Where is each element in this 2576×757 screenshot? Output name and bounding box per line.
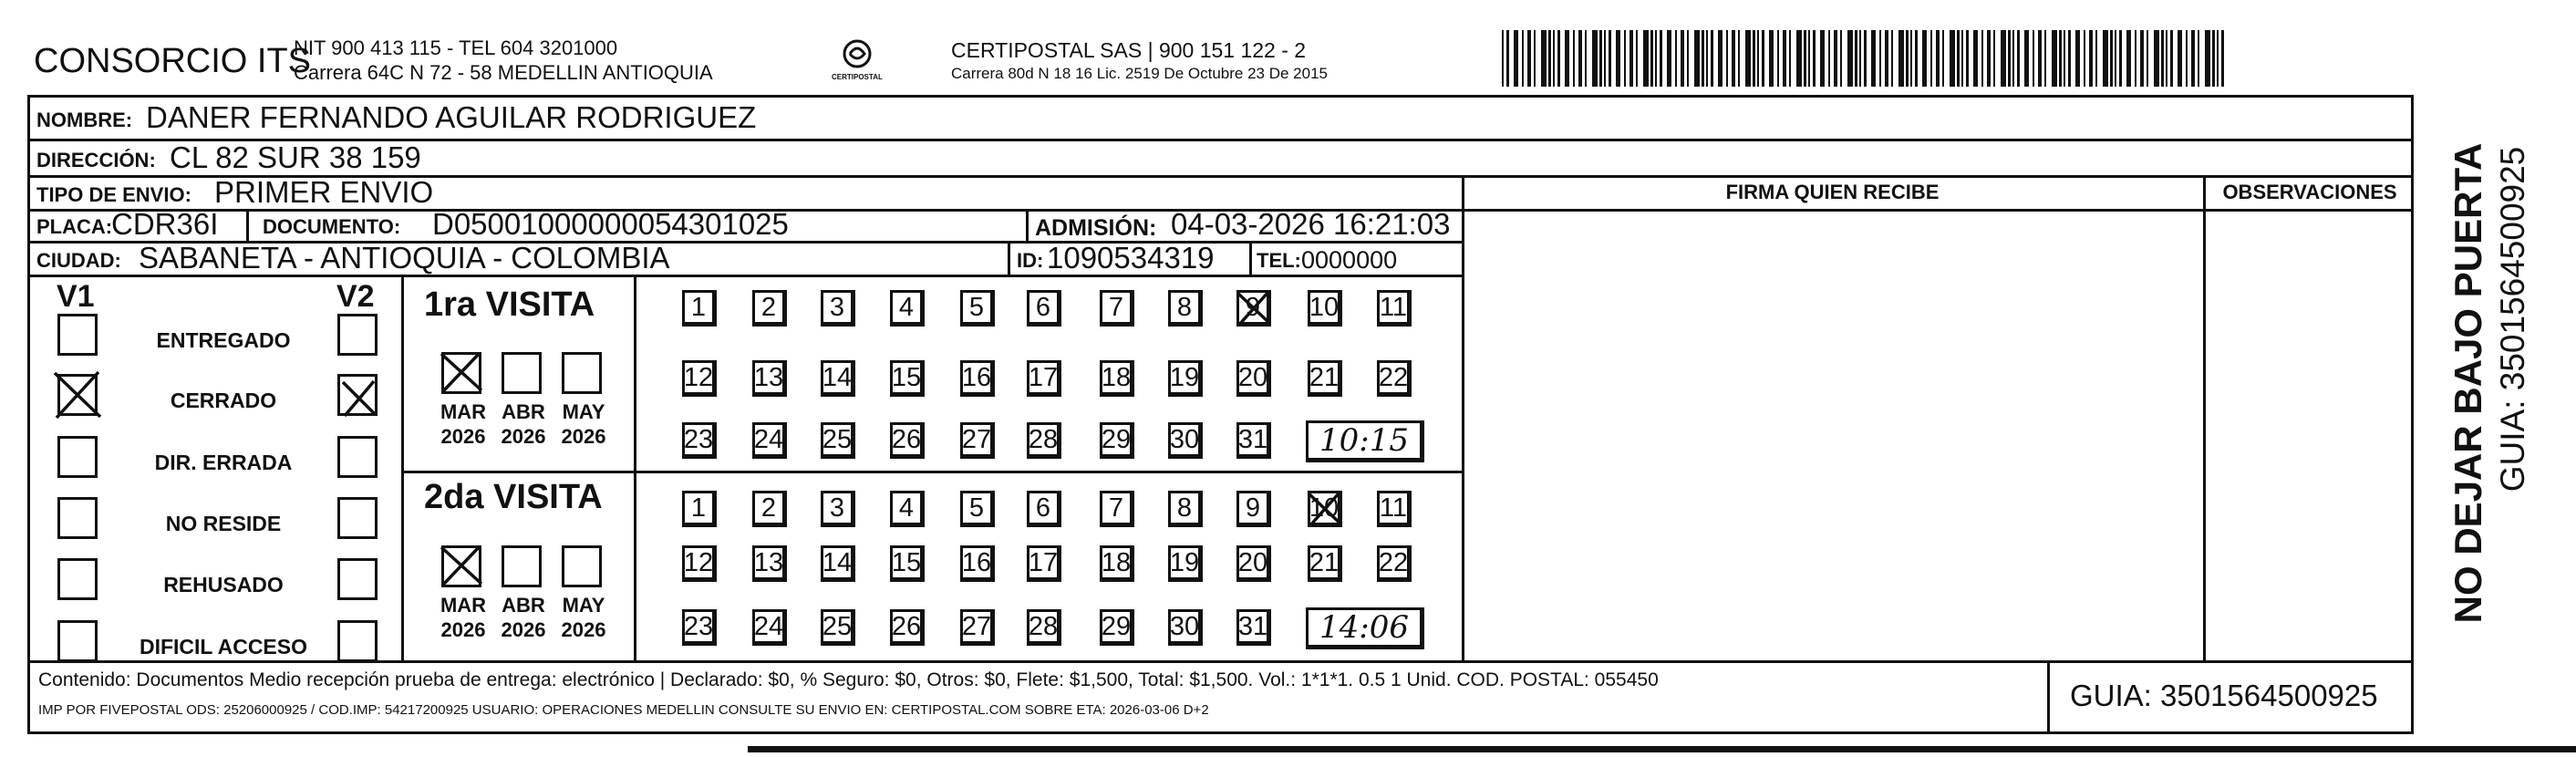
barcode-bar bbox=[2135, 30, 2136, 87]
barcode-bar bbox=[1906, 30, 1909, 87]
first-day-box: 26 bbox=[890, 422, 925, 459]
first-day-box: 5 bbox=[960, 290, 995, 327]
first-month-checkbox bbox=[502, 352, 542, 394]
first-day-box: 3 bbox=[821, 290, 855, 327]
barcode-bar bbox=[2198, 30, 2199, 87]
barcode-bar bbox=[1624, 30, 1626, 87]
barcode-bar bbox=[1706, 30, 1708, 87]
first-day-box: 28 bbox=[1027, 422, 1061, 459]
v1-checkbox bbox=[57, 314, 98, 356]
barcode-bar bbox=[1993, 30, 1995, 87]
barcode-bar bbox=[1718, 30, 1723, 87]
barcode-bar bbox=[1820, 30, 1825, 87]
barcode-bar bbox=[1757, 30, 1759, 87]
barcode-bar bbox=[2212, 30, 2215, 87]
barcode-bar bbox=[1922, 30, 1927, 87]
company-name: CONSORCIO ITS bbox=[34, 42, 312, 80]
first-day-box: 29 bbox=[1100, 422, 1134, 459]
reason-label: REHUSADO bbox=[163, 573, 284, 596]
reason-label: DIFICIL ACCESO bbox=[139, 635, 307, 658]
second-day-box: 5 bbox=[960, 491, 995, 527]
second-handwritten-time: 14:06 bbox=[1306, 607, 1424, 649]
id-value: 1090534319 bbox=[1047, 241, 1215, 275]
barcode-bar bbox=[1732, 30, 1735, 87]
certipostal-line: CERTIPOSTAL SAS | 900 151 122 - 2 bbox=[951, 38, 1307, 62]
barcode-bar bbox=[2075, 30, 2080, 87]
first-day-box: 20 bbox=[1236, 360, 1271, 397]
barcode-bar bbox=[1840, 30, 1842, 87]
barcode-bar bbox=[2170, 30, 2173, 87]
firma-header: FIRMA QUIEN RECIBE bbox=[1725, 181, 1940, 203]
reason-label: DIR. ERRADA bbox=[154, 451, 293, 474]
barcode-bar bbox=[1636, 30, 1638, 87]
barcode-bar bbox=[1942, 30, 1944, 87]
barcode-bar bbox=[2052, 30, 2057, 87]
v2-label: V2 bbox=[336, 279, 375, 314]
tel-value: 0000000 bbox=[1301, 246, 1398, 274]
second-day-box: 18 bbox=[1100, 545, 1134, 582]
barcode-bar bbox=[1599, 30, 1602, 87]
barcode-bar bbox=[1879, 30, 1881, 87]
first-day-box: 22 bbox=[1377, 360, 1412, 397]
first-visit-title: 1ra VISITA bbox=[424, 285, 595, 324]
barcode-bar bbox=[2017, 30, 2020, 87]
barcode-bar bbox=[1769, 30, 1774, 87]
reason-label: ENTREGADO bbox=[156, 328, 291, 352]
bottom-rule bbox=[748, 746, 2576, 752]
barcode-bar bbox=[1804, 30, 1806, 87]
second-day-box: 12 bbox=[682, 545, 717, 582]
barcode-bar bbox=[1629, 30, 1633, 87]
second-day-box: 30 bbox=[1168, 609, 1203, 646]
first-month-label: MAY 2026 bbox=[561, 400, 606, 448]
barcode-bar bbox=[2119, 30, 2122, 87]
barcode-bar bbox=[2110, 30, 2113, 87]
barcode-bar bbox=[1950, 30, 1955, 87]
v1-checkbox bbox=[57, 497, 98, 539]
placa-value: CDR36I bbox=[111, 207, 219, 241]
v1-checkbox bbox=[57, 558, 98, 600]
second-day-box: 24 bbox=[752, 609, 787, 646]
barcode-bar bbox=[2064, 30, 2065, 87]
second-day-box: 23 bbox=[682, 609, 717, 646]
certipostal-address: Carrera 80d N 18 16 Lic. 2519 De Octubre 23 De 2015 bbox=[951, 65, 1328, 82]
first-day-box: 14 bbox=[821, 360, 855, 397]
second-day-box: 13 bbox=[752, 545, 787, 582]
first-day-box: 10 bbox=[1308, 290, 1342, 327]
first-day-box: 6 bbox=[1027, 290, 1061, 327]
first-day-box: 21 bbox=[1308, 360, 1342, 397]
barcode-bar bbox=[1855, 30, 1857, 87]
v1-label: V1 bbox=[57, 279, 95, 314]
barcode-bar bbox=[1573, 30, 1575, 87]
second-day-box: 21 bbox=[1308, 545, 1342, 582]
second-month-checkbox bbox=[502, 545, 542, 587]
second-day-box: 29 bbox=[1100, 609, 1134, 646]
barcode-bar bbox=[1675, 30, 1677, 87]
barcode-bar bbox=[1711, 30, 1713, 87]
first-day-cross bbox=[1236, 289, 1272, 327]
barcode-bar bbox=[1660, 30, 1662, 87]
barcode-bar bbox=[1973, 30, 1978, 87]
tipo-envio-value: PRIMER ENVIO bbox=[214, 175, 434, 209]
barcode-bar bbox=[1745, 30, 1751, 87]
first-handwritten-time: 10:15 bbox=[1306, 420, 1424, 462]
first-day-box: 13 bbox=[752, 360, 787, 397]
barcode-bar bbox=[1910, 30, 1912, 87]
second-day-box: 8 bbox=[1168, 491, 1203, 527]
first-day-box: 17 bbox=[1027, 360, 1061, 397]
barcode-bar bbox=[2068, 30, 2071, 87]
barcode-bar bbox=[1650, 30, 1653, 87]
second-month-label: MAR 2026 bbox=[440, 594, 487, 641]
first-month-checkbox bbox=[562, 352, 602, 394]
first-day-box: 27 bbox=[960, 422, 995, 459]
barcode-bar bbox=[1702, 30, 1704, 87]
barcode-bar bbox=[2095, 30, 2097, 87]
barcode-bar bbox=[2115, 30, 2116, 87]
admision-value: 04-03-2026 16:21:03 bbox=[1171, 207, 1451, 241]
second-day-box: 4 bbox=[890, 491, 925, 527]
barcode-bar bbox=[1527, 30, 1531, 87]
first-day-box: 25 bbox=[821, 422, 855, 459]
barcode-bar bbox=[1915, 30, 1918, 87]
barcode-bar bbox=[1834, 30, 1837, 87]
v2-checkbox bbox=[337, 620, 378, 662]
second-day-box: 15 bbox=[890, 545, 925, 582]
barcode-bar bbox=[2089, 30, 2093, 87]
first-day-box: 31 bbox=[1236, 422, 1271, 459]
v2-checkbox bbox=[337, 314, 378, 356]
barcode-bar bbox=[2178, 30, 2182, 87]
second-day-box: 17 bbox=[1027, 545, 1061, 582]
barcode-bar bbox=[1502, 30, 1504, 87]
second-month-checkbox bbox=[562, 545, 602, 587]
barcode-bar bbox=[1864, 30, 1867, 87]
barcode-bar bbox=[1616, 30, 1620, 87]
barcode-bar bbox=[1643, 30, 1649, 87]
v1-checkbox bbox=[57, 620, 98, 662]
barcode-bar bbox=[1777, 30, 1779, 87]
barcode-bar bbox=[1796, 30, 1802, 87]
barcode-bar bbox=[1541, 30, 1547, 87]
barcode-bar bbox=[1957, 30, 1960, 87]
second-day-box: 22 bbox=[1377, 545, 1412, 582]
barcode-bar bbox=[2001, 30, 2006, 87]
first-month-label: ABR 2026 bbox=[501, 400, 546, 448]
barcode-bar bbox=[1961, 30, 1963, 87]
barcode-bar bbox=[1667, 30, 1671, 87]
barcode-bar bbox=[1534, 30, 1536, 87]
second-month-cross bbox=[440, 544, 483, 587]
nit-line: NIT 900 413 115 - TEL 604 3201000 bbox=[294, 36, 618, 59]
side-warning: NO DEJAR BAJO PUERTA bbox=[2447, 142, 2489, 624]
first-day-box: 8 bbox=[1168, 290, 1203, 327]
barcode-bar bbox=[1783, 30, 1786, 87]
first-day-box: 1 bbox=[682, 290, 717, 327]
barcode-bar bbox=[1655, 30, 1657, 87]
barcode-bar bbox=[2038, 30, 2042, 87]
second-day-box: 16 bbox=[960, 545, 995, 582]
barcode-bar bbox=[1553, 30, 1555, 87]
nombre-label: NOMBRE: bbox=[36, 109, 133, 131]
second-day-box: 9 bbox=[1236, 491, 1271, 527]
first-day-box: 15 bbox=[890, 360, 925, 397]
barcode-bar bbox=[2033, 30, 2034, 87]
second-day-box: 1 bbox=[682, 491, 717, 527]
barcode-bar bbox=[1981, 30, 1983, 87]
barcode-bar bbox=[1753, 30, 1755, 87]
second-day-box: 6 bbox=[1027, 491, 1061, 527]
barcode-bar bbox=[2154, 30, 2159, 87]
barcode-bar bbox=[1847, 30, 1853, 87]
v2-checkbox bbox=[337, 497, 378, 539]
barcode-bar bbox=[1548, 30, 1551, 87]
barcode-bar bbox=[1936, 30, 1940, 87]
first-day-box: 2 bbox=[752, 290, 787, 327]
barcode-bar bbox=[1609, 30, 1611, 87]
first-day-box: 9 bbox=[1236, 290, 1271, 327]
barcode-bar bbox=[2217, 30, 2219, 87]
barcode-bar bbox=[1592, 30, 1598, 87]
second-visit-title: 2da VISITA bbox=[424, 478, 603, 516]
v2-checkbox bbox=[337, 558, 378, 600]
barcode-bar bbox=[1898, 30, 1904, 87]
barcode-bar bbox=[1514, 30, 1518, 87]
barcode-bar bbox=[1565, 30, 1569, 87]
v1-cross-mark bbox=[53, 369, 102, 420]
company-address: Carrera 64C N 72 - 58 MEDELLIN ANTIOQUIA bbox=[294, 61, 713, 84]
barcode-bar bbox=[1578, 30, 1582, 87]
first-day-box: 18 bbox=[1100, 360, 1134, 397]
second-day-box: 31 bbox=[1236, 609, 1271, 646]
barcode-bar bbox=[1808, 30, 1810, 87]
first-day-box: 12 bbox=[682, 360, 717, 397]
second-month-label: MAY 2026 bbox=[561, 594, 606, 641]
second-day-box: 2 bbox=[752, 491, 787, 527]
barcode-bar bbox=[2012, 30, 2014, 87]
barcode-bar bbox=[2084, 30, 2085, 87]
barcode bbox=[1498, 30, 2228, 87]
barcode-bar bbox=[1694, 30, 1700, 87]
barcode-bar bbox=[2044, 30, 2046, 87]
barcode-bar bbox=[2147, 30, 2148, 87]
barcode-bar bbox=[1726, 30, 1728, 87]
ciudad-value: SABANETA - ANTIOQUIA - COLOMBIA bbox=[139, 241, 670, 275]
second-month-label: ABR 2026 bbox=[501, 594, 546, 641]
first-day-box: 23 bbox=[682, 422, 717, 459]
reason-label: NO RESIDE bbox=[165, 512, 282, 535]
barcode-bar bbox=[2221, 30, 2224, 87]
documento-value: D05001000000054301025 bbox=[432, 207, 789, 241]
v1-checkbox bbox=[57, 436, 98, 478]
barcode-bar bbox=[1966, 30, 1969, 87]
second-day-box: 28 bbox=[1027, 609, 1061, 646]
barcode-bar bbox=[2024, 30, 2029, 87]
barcode-bar bbox=[1522, 30, 1524, 87]
second-day-box: 25 bbox=[821, 609, 855, 646]
first-day-box: 19 bbox=[1168, 360, 1203, 397]
barcode-bar bbox=[1681, 30, 1684, 87]
barcode-bar bbox=[1871, 30, 1876, 87]
barcode-bar bbox=[1687, 30, 1689, 87]
second-day-box: 20 bbox=[1236, 545, 1271, 582]
barcode-bar bbox=[1585, 30, 1587, 87]
first-month-label: MAR 2026 bbox=[440, 400, 487, 448]
first-month-cross bbox=[440, 350, 483, 394]
observaciones-header: OBSERVACIONES bbox=[2222, 181, 2397, 203]
barcode-bar bbox=[1885, 30, 1888, 87]
v2-checkbox bbox=[337, 436, 378, 478]
second-day-cross bbox=[1307, 490, 1343, 528]
barcode-bar bbox=[2186, 30, 2188, 87]
side-guia: GUIA: 3501564500925 bbox=[2494, 146, 2531, 493]
second-day-box: 10 bbox=[1308, 491, 1342, 527]
barcode-bar bbox=[1813, 30, 1816, 87]
first-day-box: 30 bbox=[1168, 422, 1203, 459]
barcode-bar bbox=[1859, 30, 1861, 87]
second-day-box: 27 bbox=[960, 609, 995, 646]
documento-label: DOCUMENTO: bbox=[263, 215, 401, 238]
barcode-bar bbox=[1930, 30, 1932, 87]
barcode-bar bbox=[1762, 30, 1764, 87]
first-day-box: 7 bbox=[1100, 290, 1134, 327]
barcode-bar bbox=[2161, 30, 2164, 87]
barcode-bar bbox=[1828, 30, 1830, 87]
barcode-bar bbox=[1506, 30, 1509, 87]
nombre-value: DANER FERNANDO AGUILAR RODRIGUEZ bbox=[146, 100, 757, 134]
ciudad-label: CIUDAD: bbox=[36, 249, 121, 272]
barcode-bar bbox=[1604, 30, 1606, 87]
reason-label: CERRADO bbox=[170, 389, 277, 412]
first-day-box: 4 bbox=[890, 290, 925, 327]
barcode-bar bbox=[2103, 30, 2108, 87]
direccion-label: DIRECCIÓN: bbox=[36, 149, 156, 171]
barcode-bar bbox=[2191, 30, 2195, 87]
barcode-bar bbox=[2008, 30, 2011, 87]
barcode-bar bbox=[1789, 30, 1791, 87]
id-label: ID: bbox=[1017, 249, 1044, 272]
second-day-box: 7 bbox=[1100, 491, 1134, 527]
footer-content-line: Contenido: Documentos Medio recepción prueba de entrega: electrónico | Declarado: $0, % Seguro: $0, Otros: $0, Flete: $1,500, Total: $1,500. Vol.: 1*1*1. 0.5 1 Unid. COD. POSTAL: 055450 bbox=[38, 669, 1659, 690]
tipo-envio-label: TIPO DE ENVIO: bbox=[36, 183, 191, 206]
tel-label: TEL: bbox=[1257, 249, 1301, 272]
second-day-box: 3 bbox=[821, 491, 855, 527]
barcode-bar bbox=[2166, 30, 2167, 87]
second-day-box: 14 bbox=[821, 545, 855, 582]
barcode-bar bbox=[1987, 30, 1991, 87]
v2-check-mark bbox=[341, 378, 378, 419]
barcode-bar bbox=[2126, 30, 2131, 87]
first-day-box: 16 bbox=[960, 360, 995, 397]
footer-imp-line: IMP POR FIVEPOSTAL ODS: 25206000925 / COD.IMP: 54217200925 USUARIO: OPERACIONES MEDELLIN CONSULTE SU ENVIO EN: CERTIPOSTAL.COM SOBRE ETA: 2026-03-06 D+2 bbox=[38, 702, 1209, 718]
barcode-bar bbox=[2140, 30, 2144, 87]
logo-label: CERTIPOSTAL bbox=[832, 73, 883, 81]
barcode-bar bbox=[2205, 30, 2210, 87]
admision-label: ADMISIÓN: bbox=[1035, 215, 1157, 241]
barcode-bar bbox=[2059, 30, 2062, 87]
barcode-bar bbox=[1738, 30, 1740, 87]
first-day-box: 11 bbox=[1377, 290, 1412, 327]
barcode-bar bbox=[1891, 30, 1893, 87]
direccion-value: CL 82 SUR 38 159 bbox=[170, 140, 421, 174]
first-day-box: 24 bbox=[752, 422, 787, 459]
second-day-box: 11 bbox=[1377, 491, 1412, 527]
second-day-box: 26 bbox=[890, 609, 925, 646]
placa-label: PLACA: bbox=[36, 215, 113, 238]
barcode-bar bbox=[1557, 30, 1560, 87]
second-day-box: 19 bbox=[1168, 545, 1203, 582]
footer-guia: GUIA: 3501564500925 bbox=[2070, 679, 2378, 712]
